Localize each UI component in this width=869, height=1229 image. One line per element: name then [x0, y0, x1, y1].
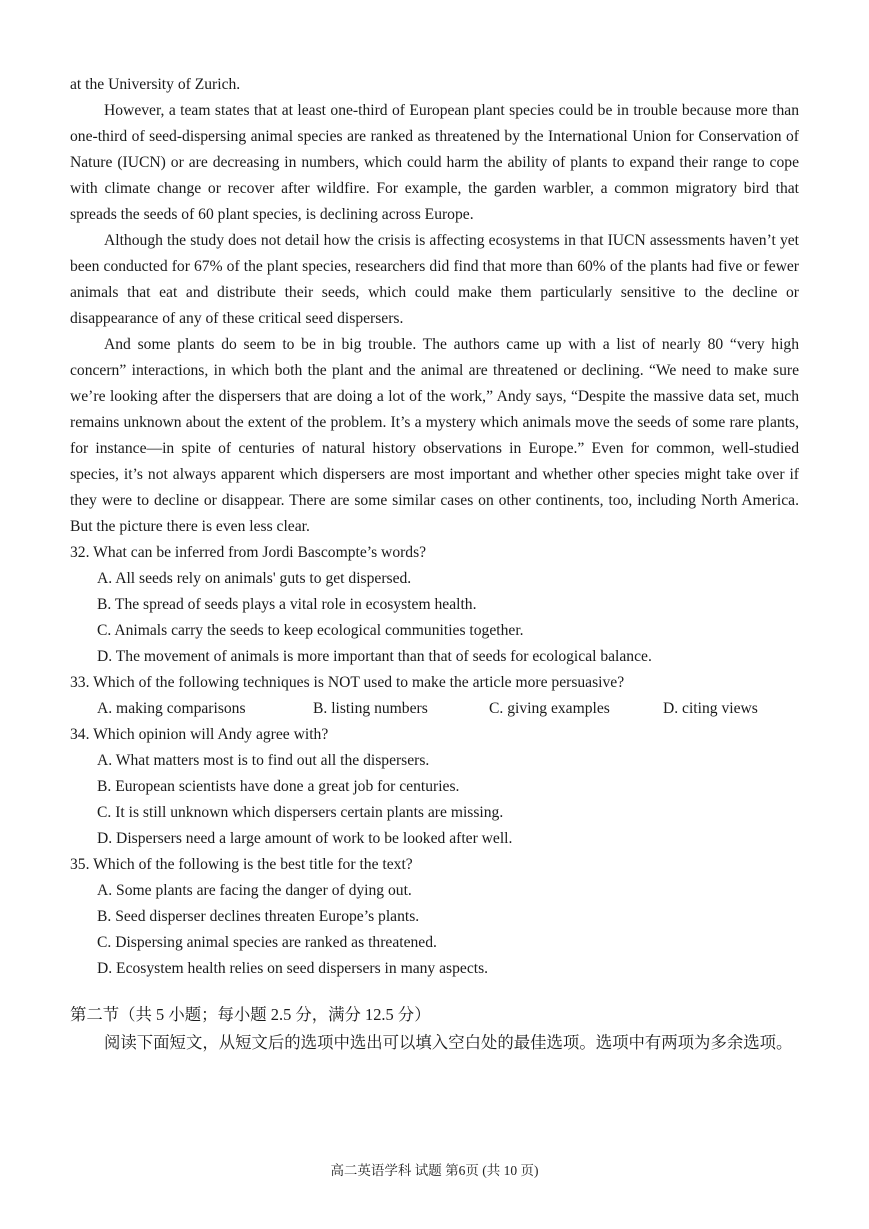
option-c: C. Dispersing animal species are ranked as threatened.: [97, 934, 437, 951]
passage-paragraph: And some plants do seem to be in big trouble. The authors came up with a list of nearly 80 “very high concern” interactions, in which both the plant and the animal are threatened or declining. “We need to make sure we’re looking after the dispersers that are doing a lot of the work,” Andy says, “Despite the massive data set, much remains unknown about the extent of the problem. It’s a mystery which animals move the seeds of some rare plants, for instance—in spite of centuries of natural history observations in Europe.” Even for common, well-studied species, it’s not always apparent which dispersers are most important and whether other species might take over if they were to decline or disappear. There are some similar cases on other continents, too, including North America. But the picture there is even less clear.: [70, 336, 799, 535]
option-list: [70, 696, 799, 722]
option-d: D. Ecosystem health relies on seed dispersers in many aspects.: [97, 960, 489, 977]
question-33: [70, 670, 799, 722]
option-b: B. Seed disperser declines threaten Europe’s plants.: [97, 908, 420, 925]
option-b: B. European scientists have done a great job for centuries.: [97, 778, 460, 795]
question-34: [70, 722, 799, 852]
question-stem: 32. What can be inferred from Jordi Bascompte’s words?: [70, 544, 427, 561]
passage-paragraph: However, a team states that at least one-third of European plant species could be in trouble because more than one-third of seed-dispersing animal species are ranked as threatened by the International Union for Conservation of Nature (IUCN) or are decreasing in numbers, which could harm the ability of plants to expand their range to cope with climate change or recover after wildfire. For example, the garden warbler, a common migratory bird that spreads the seeds of 60 plant species, is declining across Europe.: [70, 102, 799, 223]
option-d: D. Dispersers need a large amount of work to be looked after well.: [97, 830, 513, 847]
option-b: B. The spread of seeds plays a vital role in ecosystem health.: [97, 596, 477, 613]
option-c: C. giving examples: [489, 700, 610, 717]
page-footer: 高二英语学科 试题 第6页 (共 10 页): [330, 1163, 539, 1178]
option-d: D. citing views: [663, 700, 758, 717]
passage-paragraph: at the University of Zurich.: [70, 76, 241, 93]
page-content: [70, 72, 799, 1058]
question-stem: 34. Which opinion will Andy agree with?: [70, 726, 329, 743]
question-stem: 33. Which of the following techniques is NOT used to make the article more persuasive?: [70, 674, 625, 691]
option-a: A. What matters most is to find out all the dispersers.: [97, 752, 430, 769]
option-a: A. Some plants are facing the danger of dying out.: [97, 882, 412, 899]
option-list: [70, 748, 799, 852]
passage-paragraph: Although the study does not detail how the crisis is affecting ecosystems in that IUCN assessments haven’t yet been conducted for 67% of the plant species, researchers did find that more than 60% of the plants had five or fewer animals that eat and distribute their seeds, which could make them particularly sensitive to the decline or disappearance of any of these critical seed dispersers.: [70, 232, 799, 327]
section-title: 第二节（共 5 小题；每小题 2.5 分，满分 12.5 分）: [70, 1005, 431, 1024]
option-a: A. making comparisons: [97, 700, 246, 717]
option-a: A. All seeds rely on animals' guts to get dispersed.: [97, 570, 412, 587]
section-instruction: 阅读下面短文，从短文后的选项中选出可以填入空白处的最佳选项。选项中有两项为多余选项。: [104, 1033, 793, 1052]
section-two: [70, 1002, 799, 1058]
option-c: C. It is still unknown which dispersers certain plants are missing.: [97, 804, 504, 821]
question-35: [70, 852, 799, 982]
option-c: C. Animals carry the seeds to keep ecological communities together.: [97, 622, 524, 639]
option-d: D. The movement of animals is more important than that of seeds for ecological balance.: [97, 648, 652, 665]
question-stem: 35. Which of the following is the best title for the text?: [70, 856, 413, 873]
option-list: [70, 566, 799, 670]
option-b: B. listing numbers: [313, 700, 428, 717]
reading-passage: [70, 72, 799, 540]
option-list: [70, 878, 799, 982]
question-32: [70, 540, 799, 670]
